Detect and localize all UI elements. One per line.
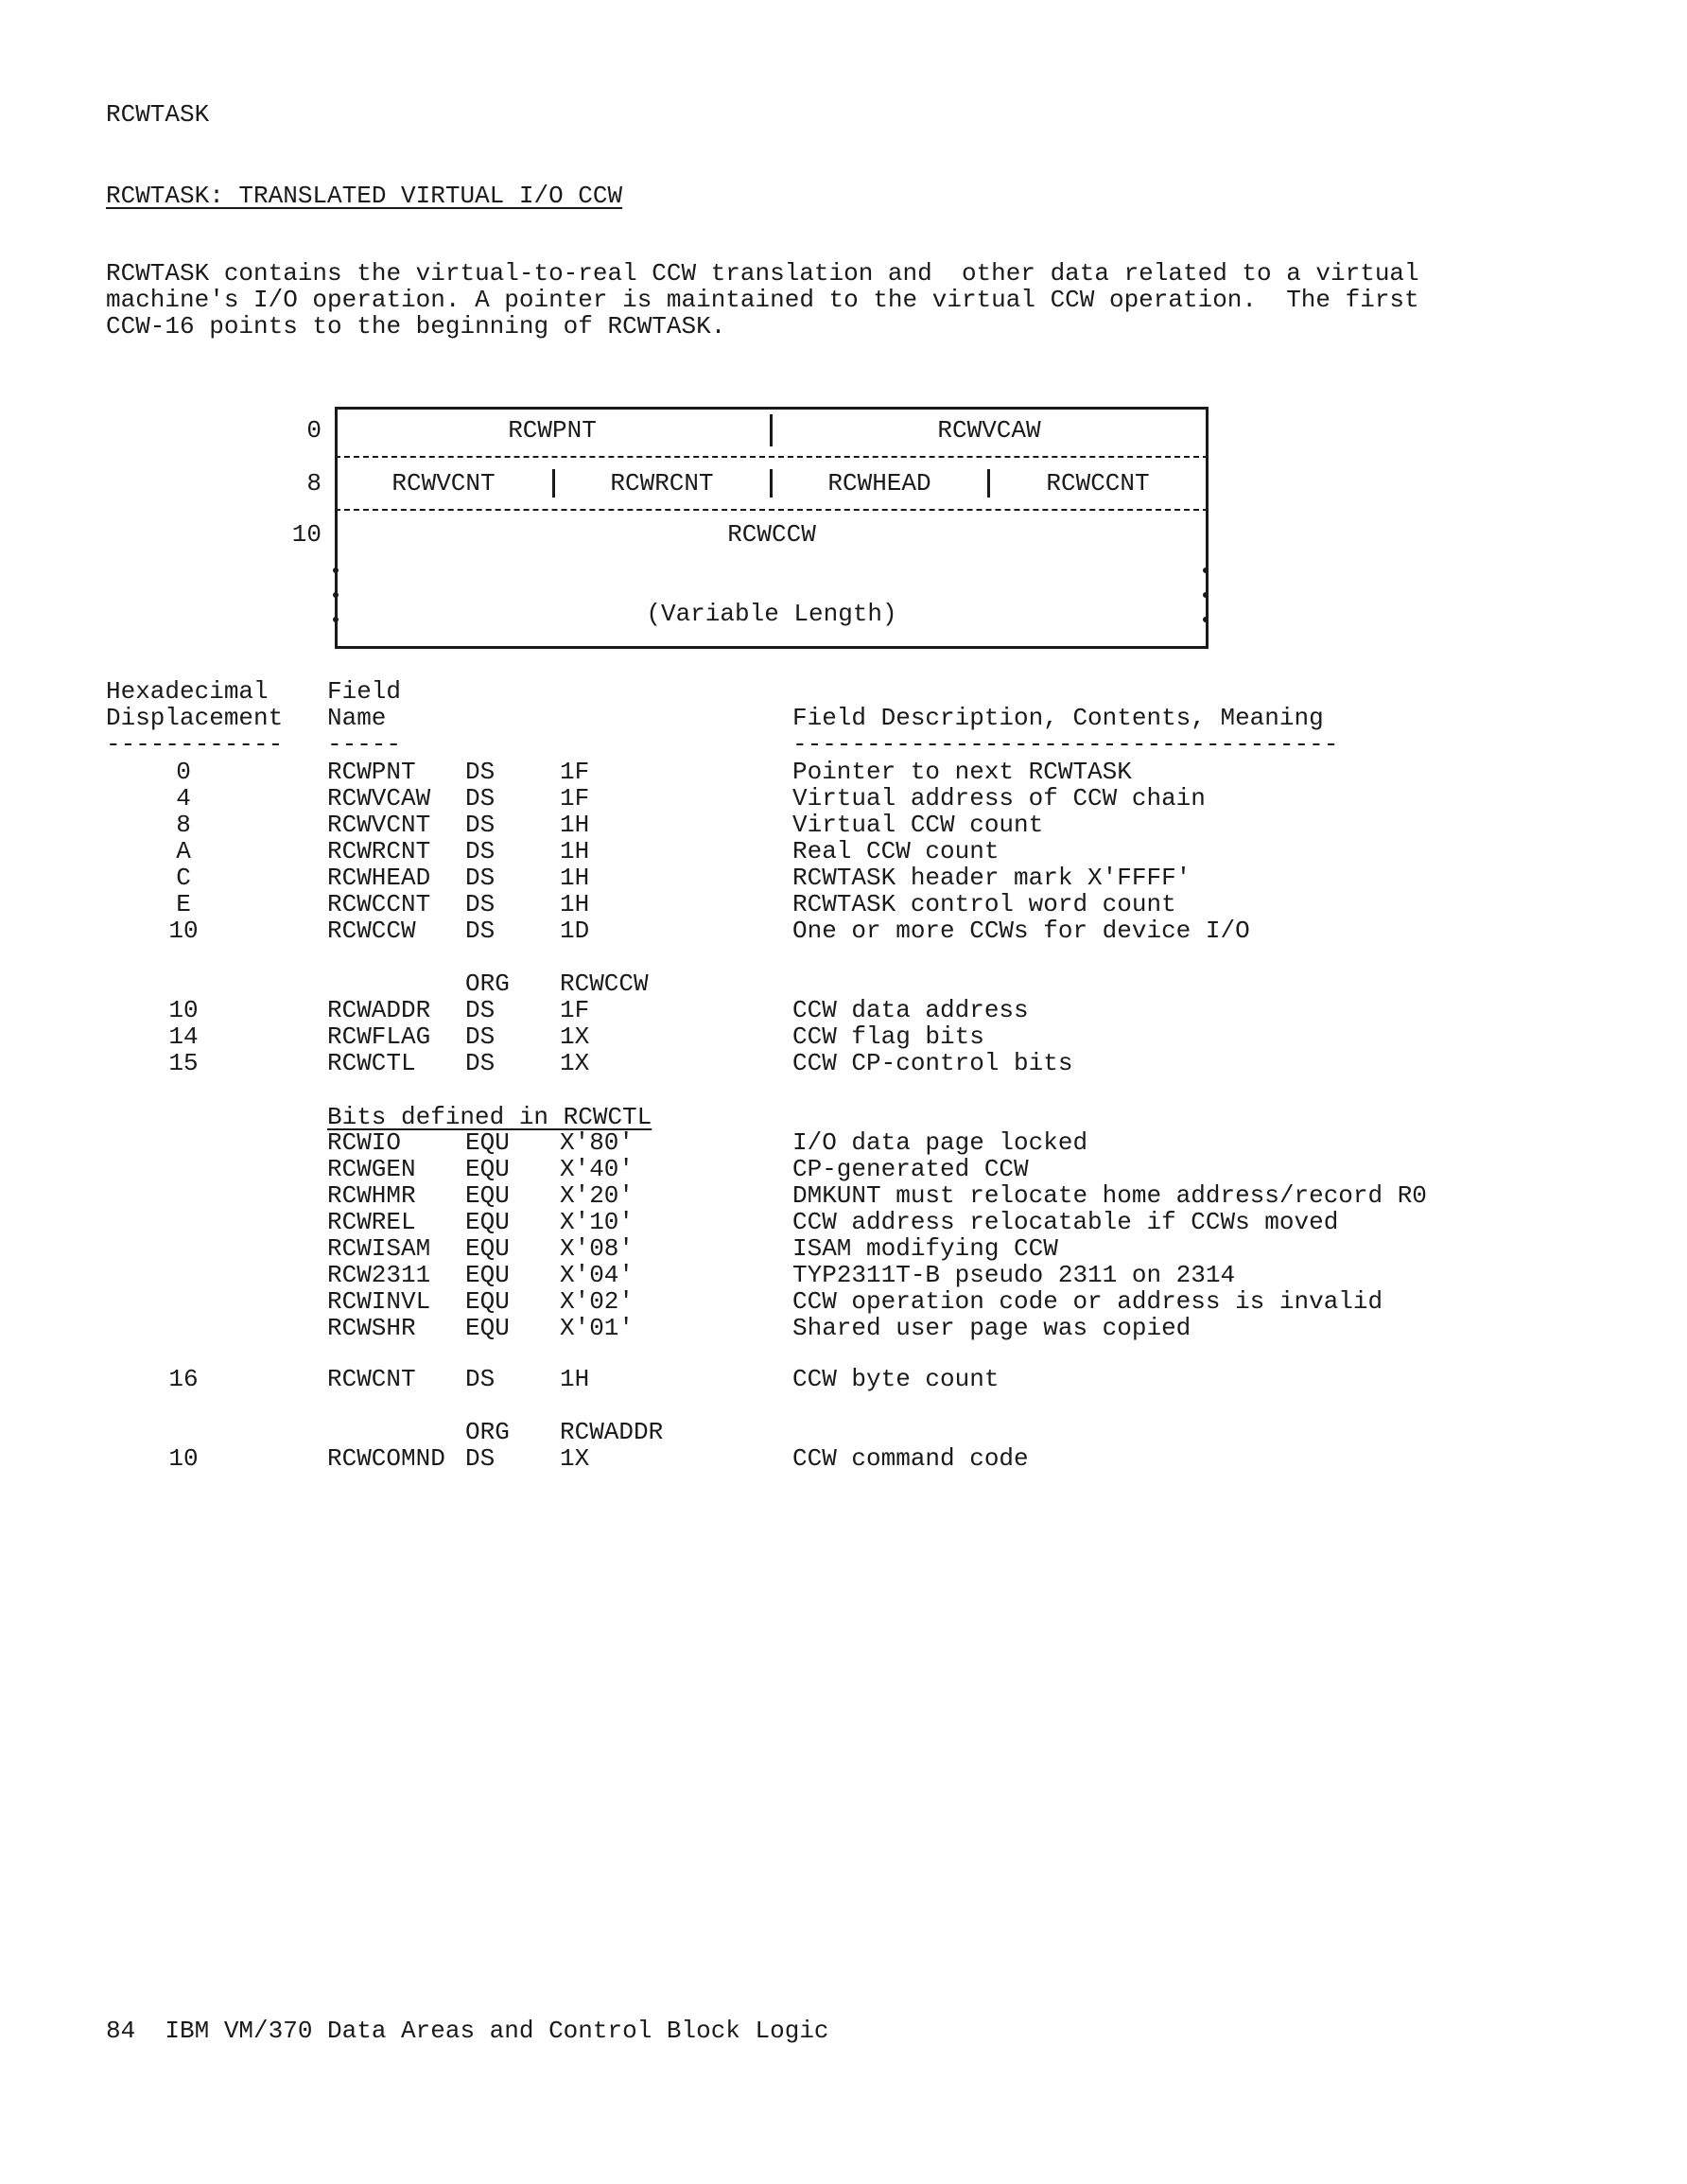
offset-0: 0 xyxy=(306,416,322,445)
row-disp: 0 xyxy=(176,758,191,786)
row-disp: 16 xyxy=(168,1365,199,1393)
bit-name: RCWINVL xyxy=(327,1287,431,1316)
cell-rcwccnt: RCWCCNT xyxy=(1046,469,1150,498)
bit-value: X'80' xyxy=(560,1128,635,1157)
bit-name: RCWISAM xyxy=(327,1234,431,1263)
bit-value: X'20' xyxy=(560,1181,635,1210)
row-len: 1X xyxy=(560,1444,590,1473)
row-disp: 15 xyxy=(168,1049,199,1077)
row-desc: CCW flag bits xyxy=(792,1022,984,1051)
row-len: 1H xyxy=(560,890,590,918)
row-name: RCWFLAG xyxy=(327,1022,431,1051)
row-type: DS xyxy=(465,811,496,839)
offset-10: 10 xyxy=(291,520,322,549)
row-len: 1F xyxy=(560,784,590,812)
row-disp: C xyxy=(176,864,191,892)
row-name: RCWVCAW xyxy=(327,784,431,812)
row-desc: CCW data address xyxy=(792,996,1029,1024)
cell-rcwvcaw: RCWVCAW xyxy=(937,416,1041,445)
row-len: 1X xyxy=(560,1022,590,1051)
bit-value: X'08' xyxy=(560,1234,635,1263)
header-desc: Field Description, Contents, Meaning xyxy=(792,704,1324,732)
row-len: 1F xyxy=(560,758,590,786)
continuation-dot xyxy=(1203,568,1209,573)
cell-rcwrcnt: RCWRCNT xyxy=(610,469,714,498)
row-type: DS xyxy=(465,1444,496,1473)
bit-value: X'10' xyxy=(560,1208,635,1236)
intro-line-3: CCW-16 points to the beginning of RCWTASK. xyxy=(106,312,726,341)
row-desc: Virtual address of CCW chain xyxy=(792,784,1206,812)
row-separator-1 xyxy=(335,456,1209,458)
diagram-top-border xyxy=(335,407,1209,410)
header-disp-line2: Displacement xyxy=(106,704,284,732)
row-desc: RCWTASK control word count xyxy=(792,890,1176,918)
page-footer: 84 IBM VM/370 Data Areas and Control Block Logic xyxy=(106,2017,829,2045)
row-len: 1D xyxy=(560,917,590,945)
row-disp: 14 xyxy=(168,1022,199,1051)
bit-type: EQU xyxy=(465,1261,510,1289)
cell-rcwvcnt: RCWVCNT xyxy=(391,469,496,498)
continuation-dot xyxy=(1203,592,1209,598)
section-title: RCWTASK: TRANSLATED VIRTUAL I/O CCW xyxy=(106,182,623,210)
bit-name: RCWREL xyxy=(327,1208,416,1236)
bit-value: X'40' xyxy=(560,1155,635,1183)
row-type: DS xyxy=(465,864,496,892)
bit-desc: CCW address relocatable if CCWs moved xyxy=(792,1208,1339,1236)
row-len: 1H xyxy=(560,864,590,892)
intro-line-2: machine's I/O operation. A pointer is maintained to the virtual CCW operation. The first xyxy=(106,286,1419,314)
header-disp-line1: Hexadecimal xyxy=(106,677,269,706)
row-type: DS xyxy=(465,917,496,945)
row-disp: 4 xyxy=(176,784,191,812)
row-desc: CCW byte count xyxy=(792,1365,1000,1393)
row-disp: 8 xyxy=(176,811,191,839)
row-type: DS xyxy=(465,996,496,1024)
row-name: RCWHEAD xyxy=(327,864,431,892)
bit-type: EQU xyxy=(465,1181,510,1210)
row-type: DS xyxy=(465,1365,496,1393)
bit-name: RCWSHR xyxy=(327,1314,416,1342)
bit-value: X'04' xyxy=(560,1261,635,1289)
row-desc: Pointer to next RCWTASK xyxy=(792,758,1132,786)
row-type: DS xyxy=(465,784,496,812)
diagram-bottom-border xyxy=(335,646,1209,649)
bit-type: EQU xyxy=(465,1234,510,1263)
row-name: RCWCOMND xyxy=(327,1444,445,1473)
row-disp: 10 xyxy=(168,917,199,945)
row-len: 1H xyxy=(560,811,590,839)
row-type: DS xyxy=(465,890,496,918)
row-len: 1H xyxy=(560,1365,590,1393)
offset-8: 8 xyxy=(306,469,322,498)
row-separator-2 xyxy=(335,509,1209,511)
row-len: RCWADDR xyxy=(560,1418,664,1446)
bit-type: EQU xyxy=(465,1287,510,1316)
row-desc: Virtual CCW count xyxy=(792,811,1044,839)
cell-rcwhead: RCWHEAD xyxy=(827,469,931,498)
row-type: DS xyxy=(465,758,496,786)
row-disp: 10 xyxy=(168,1444,199,1473)
header-disp-rule: ------------ xyxy=(106,730,284,759)
row-desc: CCW CP-control bits xyxy=(792,1049,1073,1077)
row-len: 1H xyxy=(560,837,590,865)
bit-value: X'01' xyxy=(560,1314,635,1342)
row-name: RCWRCNT xyxy=(327,837,431,865)
bits-heading: Bits defined in RCWCTL xyxy=(327,1103,652,1131)
row-len: RCWCCW xyxy=(560,970,649,998)
bit-type: EQU xyxy=(465,1128,510,1157)
continuation-dot xyxy=(333,592,339,598)
row-name: RCWCTL xyxy=(327,1049,416,1077)
row-name: RCWPNT xyxy=(327,758,416,786)
bit-desc: I/O data page locked xyxy=(792,1128,1088,1157)
control-block-diagram xyxy=(291,407,1209,649)
bit-name: RCW2311 xyxy=(327,1261,431,1289)
bit-desc: TYP2311T-B pseudo 2311 on 2314 xyxy=(792,1261,1236,1289)
row-type: ORG xyxy=(465,1418,510,1446)
row-disp: 10 xyxy=(168,996,199,1024)
row-desc: Real CCW count xyxy=(792,837,1000,865)
bit-type: EQU xyxy=(465,1314,510,1342)
cell-rcwccw: RCWCCW xyxy=(727,520,816,549)
continuation-dot xyxy=(333,568,339,573)
bit-desc: CP-generated CCW xyxy=(792,1155,1029,1183)
cell-rcwpnt: RCWPNT xyxy=(508,416,597,445)
bit-name: RCWIO xyxy=(327,1128,402,1157)
bit-name: RCWHMR xyxy=(327,1181,416,1210)
row-len: 1X xyxy=(560,1049,590,1077)
row-type: DS xyxy=(465,837,496,865)
bit-value: X'02' xyxy=(560,1287,635,1316)
bit-desc: DMKUNT must relocate home address/record R0 xyxy=(792,1181,1427,1210)
row-disp: A xyxy=(176,837,191,865)
bit-desc: CCW operation code or address is invalid xyxy=(792,1287,1383,1316)
intro-line-1: RCWTASK contains the virtual-to-real CCW translation and other data related to a virtual xyxy=(106,259,1419,288)
bit-name: RCWGEN xyxy=(327,1155,416,1183)
row-desc: One or more CCWs for device I/O xyxy=(792,917,1250,945)
header-name-rule: ----- xyxy=(327,730,402,759)
header-name-line2: Name xyxy=(327,704,387,732)
row-name: RCWCCNT xyxy=(327,890,431,918)
row-type: DS xyxy=(465,1022,496,1051)
row-name: RCWADDR xyxy=(327,996,431,1024)
row-name: RCWCCW xyxy=(327,917,416,945)
running-header: RCWTASK xyxy=(106,100,210,129)
header-name-line1: Field xyxy=(327,677,402,706)
bit-desc: Shared user page was copied xyxy=(792,1314,1191,1342)
row-desc: RCWTASK header mark X'FFFF' xyxy=(792,864,1191,892)
row-len: 1F xyxy=(560,996,590,1024)
row-type: DS xyxy=(465,1049,496,1077)
bit-desc: ISAM modifying CCW xyxy=(792,1234,1058,1263)
row-disp: E xyxy=(176,890,191,918)
bit-type: EQU xyxy=(465,1208,510,1236)
bit-type: EQU xyxy=(465,1155,510,1183)
header-desc-rule: ------------------------------------- xyxy=(792,730,1339,759)
row-name: RCWCNT xyxy=(327,1365,416,1393)
row-type: ORG xyxy=(465,970,510,998)
row-desc: CCW command code xyxy=(792,1444,1029,1473)
row-name: RCWVCNT xyxy=(327,811,431,839)
variable-length-note: (Variable Length) xyxy=(646,600,897,628)
